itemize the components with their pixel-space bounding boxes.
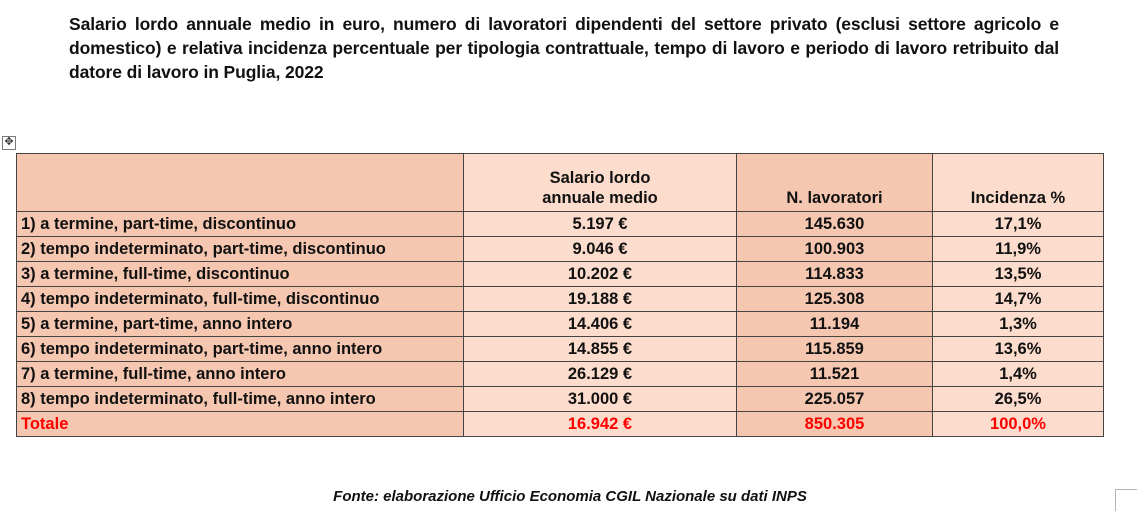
table-row: [17, 337, 1104, 362]
total-incidence: 100,0%: [933, 412, 1104, 437]
row-label: 1) a termine, part-time, discontinuo: [17, 212, 464, 237]
row-label: 6) tempo indeterminato, part-time, anno intero: [17, 337, 464, 362]
row-workers: 114.833: [737, 262, 933, 287]
row-salary: 19.188 €: [464, 287, 737, 312]
source-note: Fonte: elaborazione Ufficio Economia CGIL Nazionale su dati INPS: [333, 488, 807, 505]
table-row: [17, 287, 1104, 312]
header-salary: [464, 154, 737, 212]
row-incidence: 26,5%: [933, 387, 1104, 412]
row-label: 2) tempo indeterminato, part-time, discontinuo: [17, 237, 464, 262]
table-row: [17, 237, 1104, 262]
row-salary: 14.855 €: [464, 337, 737, 362]
row-label: 4) tempo indeterminato, full-time, discontinuo: [17, 287, 464, 312]
total-label: Totale: [17, 412, 464, 437]
row-salary: 9.046 €: [464, 237, 737, 262]
table-header-row: [17, 154, 1104, 212]
row-label: 3) a termine, full-time, discontinuo: [17, 262, 464, 287]
table-row: [17, 387, 1104, 412]
row-incidence: 1,3%: [933, 312, 1104, 337]
row-incidence: 13,5%: [933, 262, 1104, 287]
row-incidence: 17,1%: [933, 212, 1104, 237]
row-workers: 115.859: [737, 337, 933, 362]
row-workers: 11.521: [737, 362, 933, 387]
total-row: [17, 412, 1104, 437]
table-row: [17, 262, 1104, 287]
salary-table: [16, 153, 1104, 437]
row-incidence: 14,7%: [933, 287, 1104, 312]
table-row: [17, 212, 1104, 237]
total-workers: 850.305: [737, 412, 933, 437]
row-label: 8) tempo indeterminato, full-time, anno intero: [17, 387, 464, 412]
row-workers: 145.630: [737, 212, 933, 237]
row-workers: 100.903: [737, 237, 933, 262]
row-salary: 10.202 €: [464, 262, 737, 287]
row-workers: 225.057: [737, 387, 933, 412]
row-workers: 125.308: [737, 287, 933, 312]
header-label: [17, 154, 464, 212]
move-handle-icon[interactable]: ✥: [2, 136, 16, 150]
row-salary: 14.406 €: [464, 312, 737, 337]
table-row: [17, 312, 1104, 337]
page-corner-marker: [1115, 489, 1137, 511]
header-workers: N. lavoratori: [737, 154, 933, 212]
header-incidence: Incidenza %: [933, 154, 1104, 212]
document-title: Salario lordo annuale medio in euro, numero di lavoratori dipendenti del settore privato (esclusi settore agricolo e domestico) e relativa incidenza percentuale per tipologia contrattuale, tempo di lavoro e periodo di lavoro retribuito dal datore di lavoro in Puglia, 2022: [69, 14, 1059, 82]
row-incidence: 1,4%: [933, 362, 1104, 387]
table-row: [17, 362, 1104, 387]
row-salary: 26.129 €: [464, 362, 737, 387]
row-label: 7) a termine, full-time, anno intero: [17, 362, 464, 387]
row-workers: 11.194: [737, 312, 933, 337]
header-salary-line2: annuale medio: [542, 189, 658, 207]
total-salary: 16.942 €: [464, 412, 737, 437]
row-salary: 31.000 €: [464, 387, 737, 412]
row-salary: 5.197 €: [464, 212, 737, 237]
header-salary-line1: Salario lordo: [549, 169, 651, 187]
row-incidence: 13,6%: [933, 337, 1104, 362]
row-incidence: 11,9%: [933, 237, 1104, 262]
row-label: 5) a termine, part-time, anno intero: [17, 312, 464, 337]
